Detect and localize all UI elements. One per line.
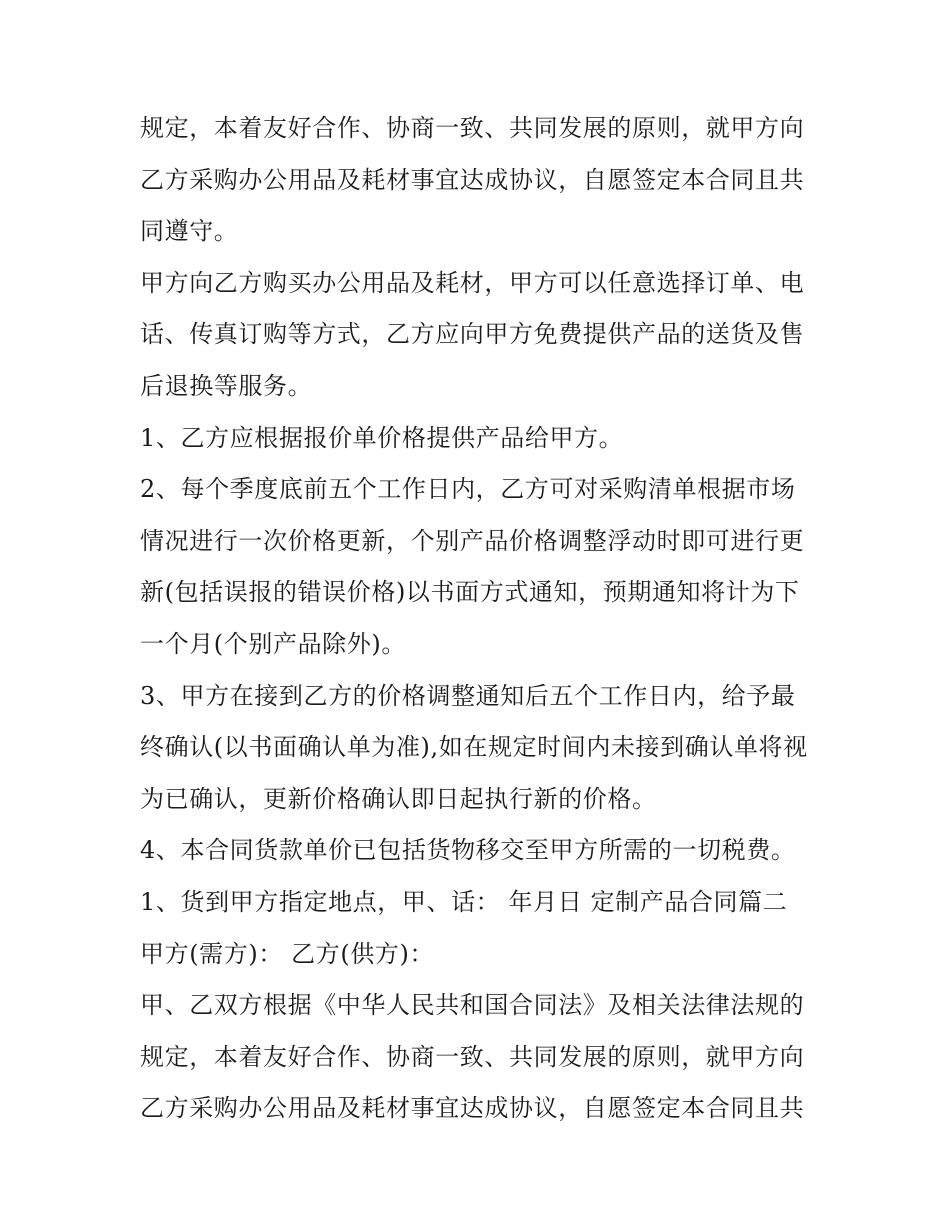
text-line: 规定，本着友好合作、协商一致、共同发展的原则，就甲方向 [140, 114, 805, 142]
text-line: 1、乙方应根据报价单价格提供产品给甲方。 [140, 423, 624, 452]
document-body [140, 103, 820, 1135]
text-line: 终确认(以书面确认单为准),如在规定时间内未接到确认单将视 [140, 733, 808, 762]
text-line: 1、货到甲方指定地点，甲、话： 年月日 定制产品合同篇二 [140, 887, 788, 916]
text-line: 为已确认，更新价格确认即日起执行新的价格。 [140, 784, 657, 813]
text-line: 甲方(需方)： 乙方(供方)： [140, 939, 435, 968]
text-line: 话、传真订购等方式，乙方应向甲方免费提供产品的送货及售 [140, 320, 805, 349]
text-line: 4、本合同货款单价已包括货物移交至甲方所需的一切税费。 [140, 836, 796, 865]
text-line: 甲、乙双方根据《中华人民共和国合同法》及相关法律法规的 [140, 991, 805, 1020]
text-line: 同遵守。 [140, 217, 239, 246]
text-line: 情况进行一次价格更新，个别产品价格调整浮动时即可进行更 [140, 526, 805, 555]
text-line: 新(包括误报的错误价格)以书面方式通知，预期通知将计为下 [140, 578, 800, 607]
text-line: 规定，本着友好合作、协商一致、共同发展的原则，就甲方向 [140, 1042, 805, 1071]
text-line: 后退换等服务。 [140, 371, 313, 400]
text-line: 甲方向乙方购买办公用品及耗材，甲方可以任意选择订单、电 [140, 268, 805, 297]
text-line: 一个月(个别产品除外)。 [140, 629, 406, 658]
text-line: 3、甲方在接到乙方的价格调整通知后五个工作日内，给予最 [140, 681, 796, 710]
text-line: 2、每个季度底前五个工作日内，乙方可对采购清单根据市场 [140, 475, 796, 504]
text-line: 乙方采购办公用品及耗材事宜达成协议，自愿签定本合同且共 [140, 165, 805, 194]
text-line: 乙方采购办公用品及耗材事宜达成协议，自愿签定本合同且共 [140, 1094, 805, 1123]
